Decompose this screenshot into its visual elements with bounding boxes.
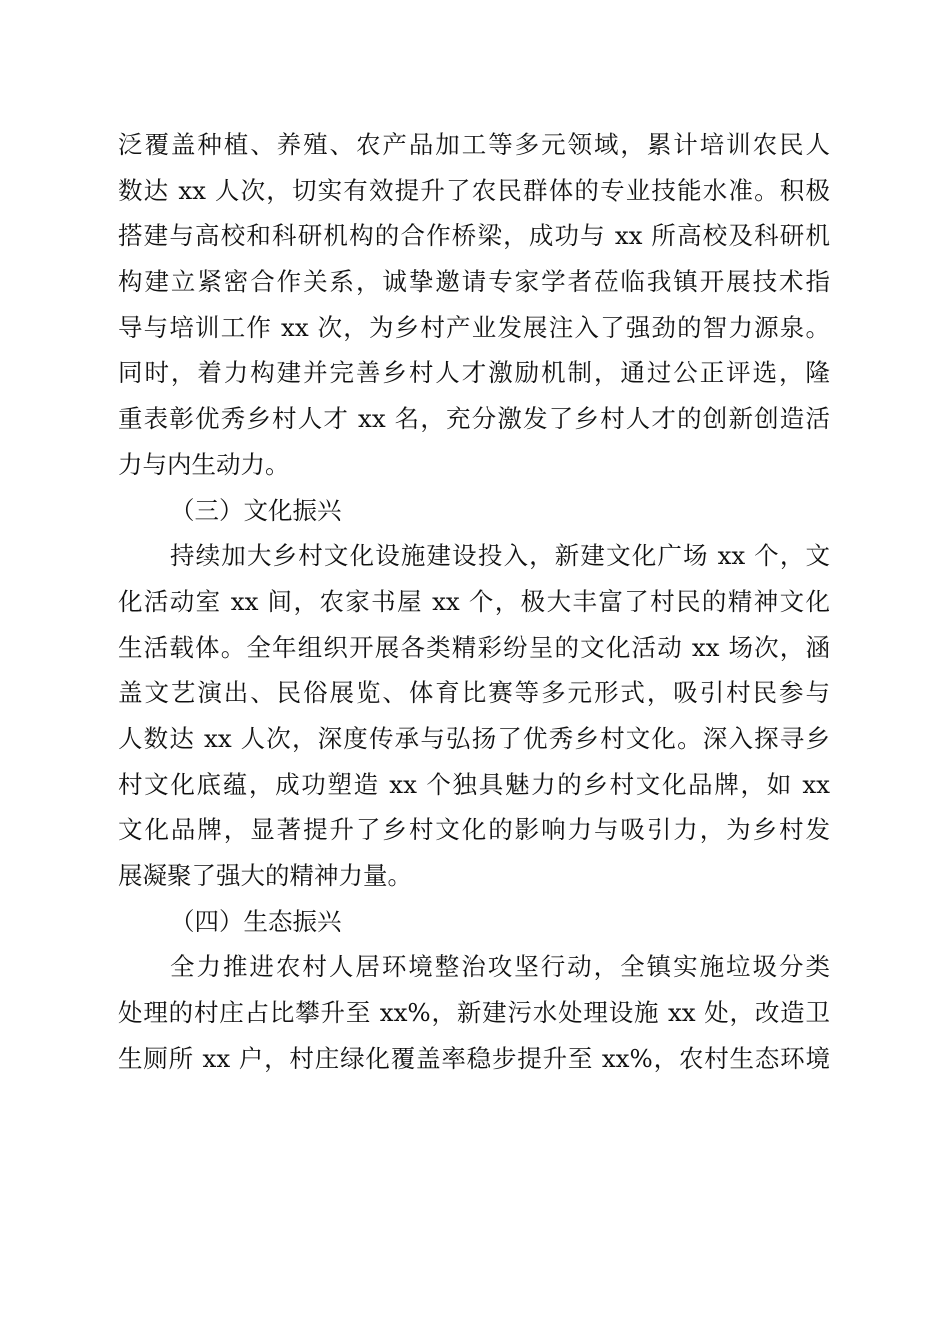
text-line: 导与培训工作 xx 次，为乡村产业发展注入了强劲的智力源泉。 bbox=[118, 312, 830, 342]
text-line: 持续加大乡村文化设施建设投入，新建文化广场 xx 个，文 bbox=[170, 541, 830, 571]
text-line: 同时，着力构建并完善乡村人才激励机制，通过公正评选，隆 bbox=[118, 358, 830, 388]
text-line: 生活载体。全年组织开展各类精彩纷呈的文化活动 xx 场次，涵 bbox=[118, 632, 830, 662]
paragraph-ecology bbox=[118, 944, 830, 1081]
text-line: 重表彰优秀乡村人才 xx 名，充分激发了乡村人才的创新创造活 bbox=[118, 404, 830, 434]
text-line: 构建立紧密合作关系，诚挚邀请专家学者莅临我镇开展技术指 bbox=[118, 267, 830, 297]
text-line: 盖文艺演出、民俗展览、体育比赛等多元形式，吸引村民参与 bbox=[118, 678, 830, 708]
text-line: 处理的村庄占比攀升至 xx%，新建污水处理设施 xx 处，改造卫 bbox=[118, 998, 830, 1028]
paragraph-culture bbox=[118, 533, 830, 899]
text-line: 人数达 xx 人次，深度传承与弘扬了优秀乡村文化。深入探寻乡 bbox=[118, 723, 830, 753]
section-heading-culture: （三）文化振兴 bbox=[170, 495, 342, 525]
section-heading-ecology: （四）生态振兴 bbox=[170, 906, 342, 936]
text-line: 村文化底蕴，成功塑造 xx 个独具魅力的乡村文化品牌，如 xx bbox=[118, 769, 830, 799]
text-line: 力与内生动力。 bbox=[118, 449, 290, 479]
text-line: 搭建与高校和科研机构的合作桥梁，成功与 xx 所高校及科研机 bbox=[118, 221, 830, 251]
text-line: 展凝聚了强大的精神力量。 bbox=[118, 861, 412, 890]
text-line: 数达 xx 人次，切实有效提升了农民群体的专业技能水准。积极 bbox=[118, 175, 830, 205]
paragraph-talent-training bbox=[118, 122, 830, 488]
text-line: 生厕所 xx 户，村庄绿化覆盖率稳步提升至 xx%，农村生态环境 bbox=[118, 1043, 830, 1073]
text-line: 化活动室 xx 间，农家书屋 xx 个，极大丰富了村民的精神文化 bbox=[118, 586, 830, 616]
text-line: 全力推进农村人居环境整治攻坚行动，全镇实施垃圾分类 bbox=[170, 952, 830, 982]
text-line: 文化品牌，显著提升了乡村文化的影响力与吸引力，为乡村发 bbox=[118, 815, 830, 845]
text-line: 泛覆盖种植、养殖、农产品加工等多元领域，累计培训农民人 bbox=[118, 130, 830, 159]
document-body bbox=[118, 122, 830, 1081]
